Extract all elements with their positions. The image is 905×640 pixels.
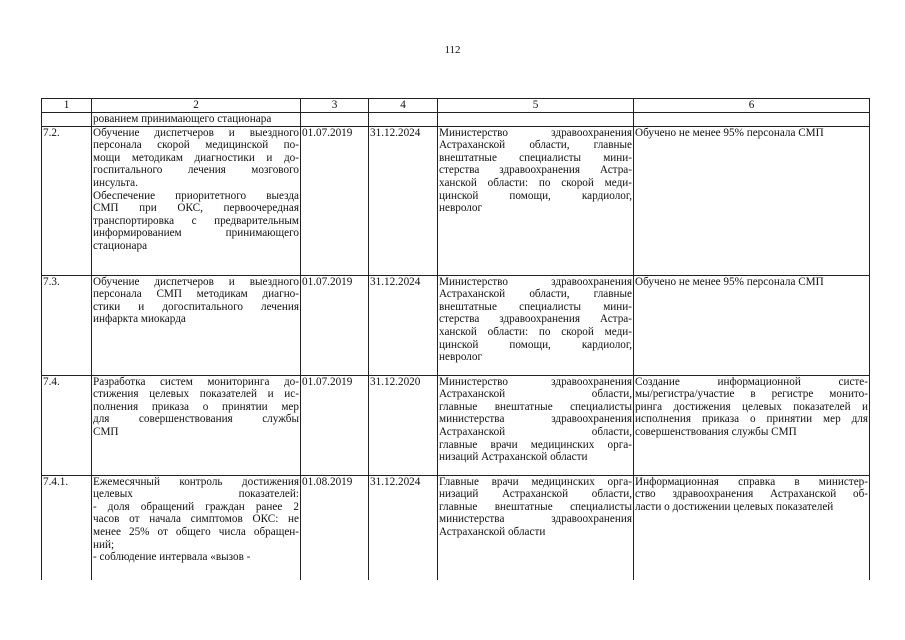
text-line: полнения приказа о принятии мер (93, 400, 299, 413)
text-line: персонала скорой медицинской по- (93, 139, 299, 152)
text-line: совершенствования службы СМП (635, 425, 797, 438)
text-line: Астраханской области, (439, 425, 632, 438)
text-line: Главные врачи медицинских орга- (439, 475, 632, 488)
text-line: Обучено не менее 95% персонала СМП (635, 275, 824, 288)
measure-description (92, 275, 301, 375)
text-line: невролог (439, 351, 483, 364)
text-line: Обучение диспетчеров и выездного (93, 126, 299, 139)
table-row (42, 275, 870, 375)
text-line: стерства здравоохранения Астра- (439, 164, 632, 177)
text-line: мы/регистра/участие в регистре монито- (635, 388, 868, 401)
expected-result (634, 475, 870, 580)
end-date: 31.12.2024 (369, 475, 438, 580)
end-date: 31.12.2024 (369, 126, 438, 275)
text-line: Информационная справка в министер- (635, 475, 868, 488)
responsible-party (438, 126, 634, 275)
text-line: стационара (93, 239, 148, 252)
start-date: 01.07.2019 (301, 126, 369, 275)
text-line: Создание информационной систе- (635, 375, 868, 388)
header-row (42, 99, 870, 113)
responsible-party (438, 275, 634, 375)
measure-description (92, 475, 301, 580)
text-line: мощи методикам диагностики и до- (93, 151, 299, 164)
item-number: 7.4. (42, 375, 92, 475)
text-line: ство здравоохранения Астраханской об- (635, 488, 868, 501)
table-row (42, 126, 870, 275)
text-line: Министерство здравоохранения (439, 375, 632, 388)
text-line: для совершенствования службы (93, 413, 299, 426)
text-line: СМП при ОКС, первоочередная (93, 202, 299, 215)
column-header: 6 (634, 99, 870, 113)
text-line: информированием принимающего (93, 227, 299, 240)
text-line: транспортировка с предварительным (93, 214, 299, 227)
text-line: главные внештатные специалисты (439, 500, 632, 513)
text-line: ханской области: по скорой меди- (439, 176, 632, 189)
text-line: министерства здравоохранения (439, 513, 632, 526)
text-line: Обучено не менее 95% персонала СМП (635, 126, 824, 139)
text-line: персонала СМП методикам диагно- (93, 288, 299, 301)
text-line: исполнения приказа о принятии мер для (635, 413, 868, 426)
text-line: Обучение диспетчеров и выездного (93, 275, 299, 288)
continuation-text: рованием принимающего стационара (92, 113, 301, 127)
text-line: ний; (93, 538, 115, 551)
text-line: инсульта. (93, 176, 138, 189)
text-line: цинской помощи, кардиолог, (439, 189, 632, 202)
end-date: 31.12.2024 (369, 275, 438, 375)
text-line: низаций Астраханской области (439, 451, 588, 464)
expected-result (634, 375, 870, 475)
text-line: - доля обращений граждан ранее 2 (93, 500, 299, 513)
text-line: Астраханской области, главные (439, 288, 632, 301)
text-line: цинской помощи, кардиолог, (439, 338, 632, 351)
text-line: ласти о достижении целевых показателей (635, 500, 834, 513)
column-header: 3 (301, 99, 369, 113)
text-line: ринга достижения целевых показателей и (635, 400, 868, 413)
text-line: Министерство здравоохранения (439, 275, 632, 288)
text-line: Обеспечение приоритетного выезда (93, 189, 299, 202)
text-line: невролог (439, 202, 483, 215)
text-line: главные врачи медицинских орга- (439, 438, 632, 451)
text-line: целевых показателей: (93, 488, 299, 501)
start-date: 01.07.2019 (301, 375, 369, 475)
start-date: 01.07.2019 (301, 275, 369, 375)
text-line: менее 25% от общего числа обращен- (93, 525, 299, 538)
text-line: Ежемесячный контроль достижения (93, 475, 299, 488)
column-header: 5 (438, 99, 634, 113)
start-date: 01.08.2019 (301, 475, 369, 580)
end-date: 31.12.2020 (369, 375, 438, 475)
item-number: 7.3. (42, 275, 92, 375)
column-header: 4 (369, 99, 438, 113)
table-row (42, 475, 870, 580)
measure-description (92, 126, 301, 275)
page-number: 112 (444, 44, 461, 56)
text-line: главные внештатные специалисты (439, 400, 632, 413)
text-line: СМП (93, 425, 119, 438)
table-row (42, 375, 870, 475)
text-line: ханской области: по скорой меди- (439, 325, 632, 338)
text-line: Астраханской области, главные (439, 139, 632, 152)
text-line: стики и догоспитального лечения (93, 300, 299, 313)
measure-description (92, 375, 301, 475)
text-line: министерства здравоохранения (439, 413, 632, 426)
column-header: 2 (92, 99, 301, 113)
text-line: инфаркта миокарда (93, 313, 186, 326)
item-number: 7.2. (42, 126, 92, 275)
text-line: Астраханской области (439, 525, 546, 538)
text-line: внештатные специалисты мини- (439, 151, 632, 164)
text-line: внештатные специалисты мини- (439, 300, 632, 313)
text-line: стижения целевых показателей и ис- (93, 388, 299, 401)
responsible-party (438, 375, 634, 475)
text-line: Министерство здравоохранения (439, 126, 632, 139)
expected-result (634, 126, 870, 275)
column-header: 1 (42, 99, 92, 113)
item-number: 7.4.1. (42, 475, 92, 580)
text-line: Разработка систем мониторинга до- (93, 375, 299, 388)
text-line: часов от начала симптомов ОКС: не (93, 513, 299, 526)
responsible-party (438, 475, 634, 580)
continuation-row (42, 113, 870, 127)
measures-table (41, 98, 870, 580)
text-line: - соблюдение интервала «вызов - (93, 551, 251, 564)
text-line: Астраханской области, (439, 388, 632, 401)
text-line: стерства здравоохранения Астра- (439, 313, 632, 326)
text-line: низаций Астраханской области, (439, 488, 632, 501)
text-line: госпитального лечения мозгового (93, 164, 299, 177)
expected-result (634, 275, 870, 375)
